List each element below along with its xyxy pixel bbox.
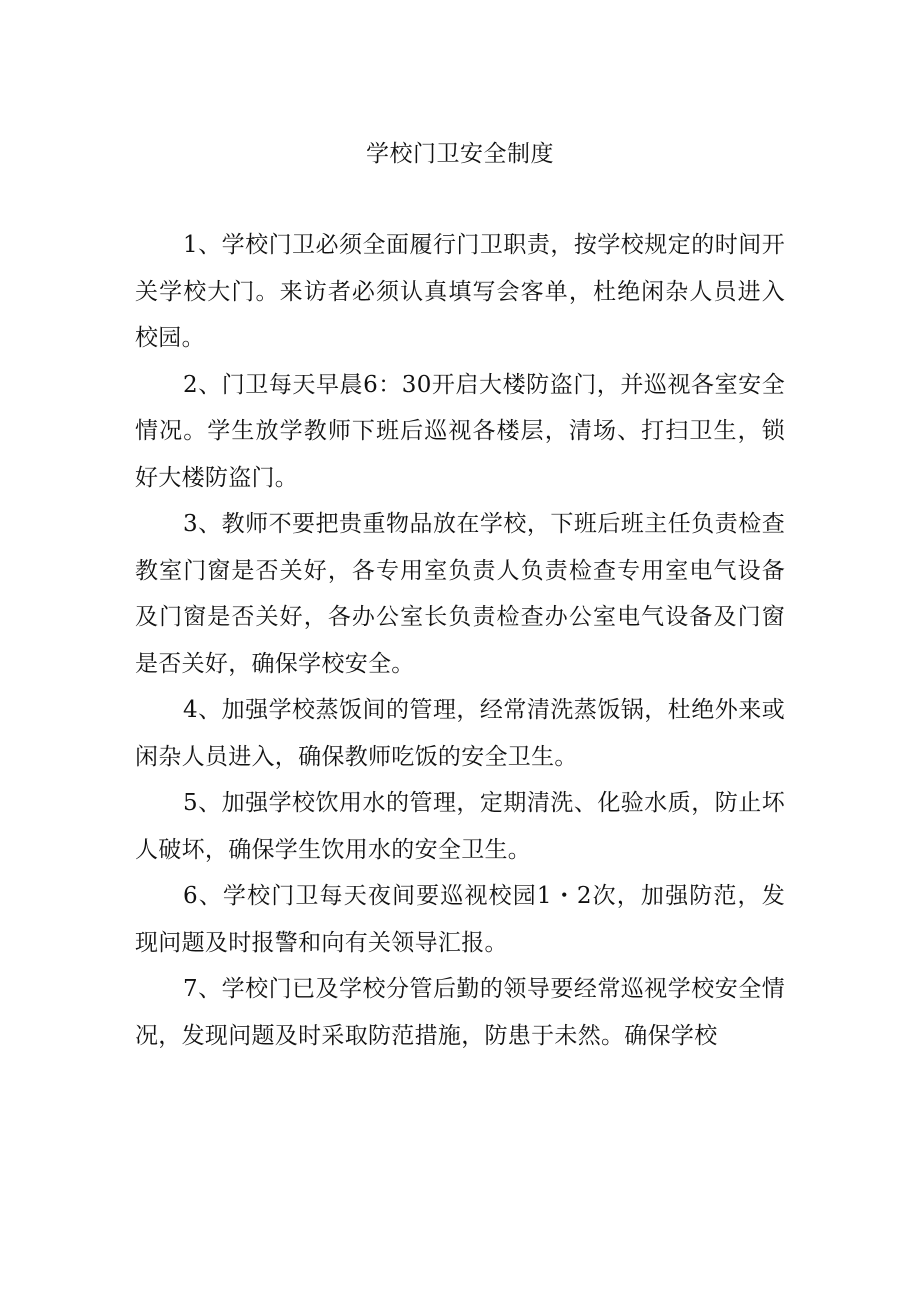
- paragraph-5: 5、加强学校饮用水的管理，定期清洗、化验水质，防止坏人破坏，确保学生饮用水的安全卫生。: [135, 790, 785, 863]
- paragraph-3: 3、教师不要把贵重物品放在学校，下班后班主任负责检查教室门窗是否关好，各专用室负责人负责检查专用室电气设备及门窗是否关好，各办公室长负责检查办公室电气设备及门窗是否关好，确保学校安全。: [135, 511, 785, 677]
- document-body: [135, 222, 785, 1059]
- paragraph-6: 6、学校门卫每天夜间要巡视校园1・2次，加强防范，发现问题及时报警和向有关领导汇报。: [135, 883, 785, 956]
- paragraph-1: 1、学校门卫必须全面履行门卫职责，按学校规定的时间开关学校大门。来访者必须认真填写会客单，杜绝闲杂人员进入校园。: [135, 232, 785, 351]
- paragraph-4: 4、加强学校蒸饭间的管理，经常清洗蒸饭锅，杜绝外来或闲杂人员进入，确保教师吃饭的安全卫生。: [135, 697, 785, 770]
- paragraph-2: 2、门卫每天早晨6：30开启大楼防盗门，并巡视各室安全情况。学生放学教师下班后巡视各楼层，清场、打扫卫生，锁好大楼防盗门。: [135, 371, 785, 491]
- paragraph-7: 7、学校门已及学校分管后勤的领导要经常巡视学校安全情况，发现问题及时采取防范措施，防患于未然。确保学校: [135, 976, 785, 1049]
- document-title: 学校门卫安全制度: [366, 141, 554, 167]
